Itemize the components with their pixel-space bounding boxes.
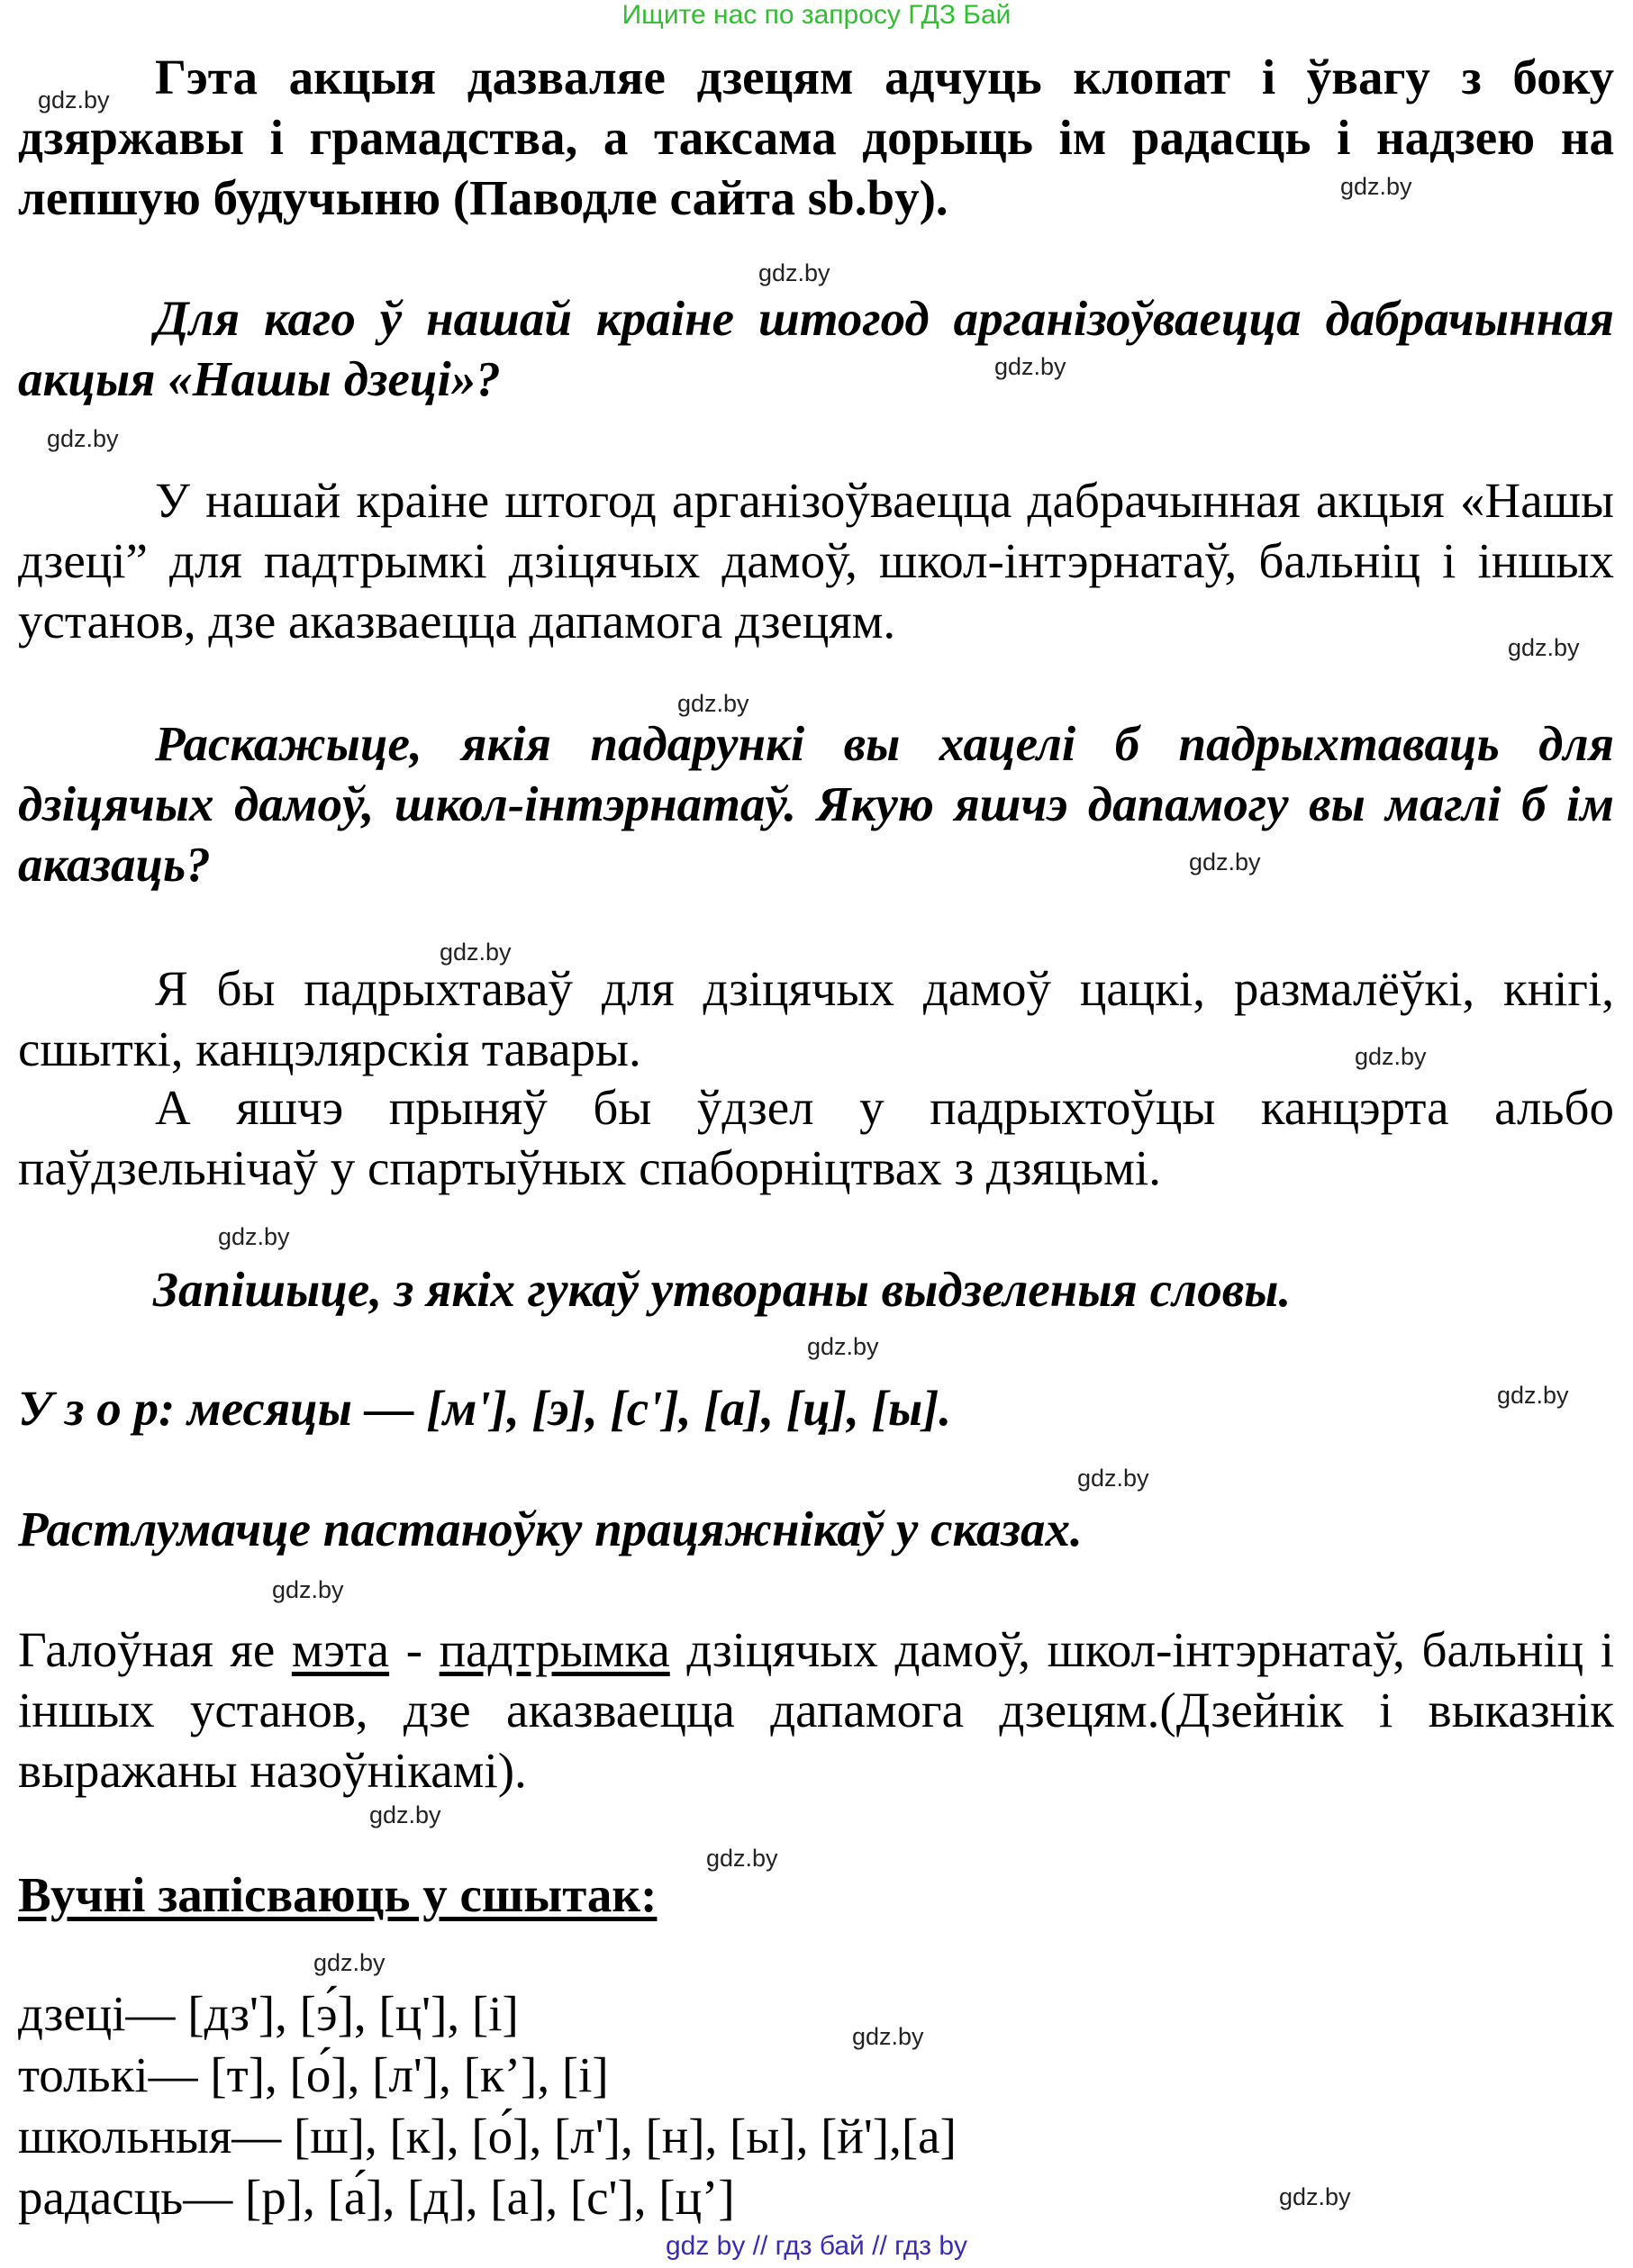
watermark: gdz.by bbox=[677, 690, 749, 717]
intro-paragraph: Гэта акцыя дазваляе дзецям адчуць клопат і ўвагу з боку дзяржавы і грамадства, а таксама дорыць ім радасць і надзею на лепшую будучыню (Паводле сайта sb.by). bbox=[18, 50, 1614, 225]
phonetic-line: толькі— [т], [о́], [л'], [к’], [і] bbox=[18, 2047, 609, 2102]
subject-word: мэта bbox=[291, 1622, 390, 1677]
watermark: gdz.by bbox=[272, 1576, 344, 1603]
phonetic-line: школьныя— [ш], [к], [о́], [л'], [н], [ы], [й'],[а] bbox=[18, 2109, 957, 2164]
predicate-word: падтрымка bbox=[439, 1622, 670, 1677]
answer-2a: Я бы падрыхтаваў для дзіцячых дамоў цацкі, размалёўкі, кнігі, сшыткі, канцэлярскія тавары. bbox=[18, 961, 1614, 1076]
watermark: gdz.by bbox=[1077, 1465, 1149, 1492]
watermark: gdz.by bbox=[1508, 634, 1580, 661]
sample-label: У з о р: bbox=[18, 1381, 176, 1436]
answer-1: У нашай краіне штогод арганізоўваецца дабрачынная акцыя «Нашы дзеці” для падтрымкі дзіцячых дамоў, школ-інтэрнатаў, бальніц і іншых установ, дзе аказваецца дапамога дзецям. bbox=[18, 473, 1614, 649]
watermark: gdz.by bbox=[994, 353, 1066, 380]
question-3: Запішыце, з якіх гукаў утвораны выдзеленыя словы. bbox=[153, 1262, 1292, 1317]
answer-4-rest: дзіцячых дамоў, школ-інтэрнатаў, бальніц і іншых установ, дзе аказваецца дапамога дзецям.(Дзейнік і выказнік выражаны назоўнікамі). bbox=[18, 1622, 1614, 1798]
watermark: gdz.by bbox=[1189, 848, 1261, 875]
watermark: gdz.by bbox=[1497, 1382, 1569, 1409]
watermark: gdz.by bbox=[1355, 1043, 1427, 1070]
question-4: Растлумачце пастаноўку працяжнікаў у сказах. bbox=[18, 1501, 1083, 1556]
watermark: gdz.by bbox=[706, 1845, 778, 1872]
watermark: gdz.by bbox=[807, 1333, 879, 1360]
answer-2b: А яшчэ прыняў бы ўдзел у падрыхтоўцы канцэрта альбо паўдзельнічаў у спартыўных спаборніцтвах з дзяцьмі. bbox=[18, 1080, 1614, 1195]
watermark: gdz.by bbox=[758, 259, 830, 286]
watermark: gdz.by bbox=[852, 2023, 924, 2050]
dash: - bbox=[405, 1622, 423, 1677]
question-1: Для каго ў нашай краіне штогод арганізоўваецца дабрачынная акцыя «Нашы дзеці»? bbox=[18, 291, 1614, 406]
watermark: gdz.by bbox=[440, 939, 512, 966]
watermark: gdz.by bbox=[369, 1801, 441, 1828]
footer-links[interactable]: gdz by // гдз бай // гдз by bbox=[665, 2231, 968, 2261]
watermark: gdz.by bbox=[313, 1949, 386, 1976]
watermark: gdz.by bbox=[218, 1223, 290, 1250]
watermark: gdz.by bbox=[38, 86, 110, 113]
watermark: gdz.by bbox=[1279, 2183, 1351, 2210]
sample-text: месяцы — [м'], [э], [с'], [а], [ц], [ы]. bbox=[187, 1381, 952, 1436]
answer-4 bbox=[18, 1619, 1614, 1801]
phonetic-line: дзеці— [дз'], [э́], [ц'], [і] bbox=[18, 1986, 519, 2041]
notebook-heading: Вучні запісваюць у сшытак: bbox=[18, 1867, 658, 1922]
phonetic-line: радасць— [р], [а́], [д], [а], [с'], [ц’] bbox=[18, 2170, 735, 2225]
watermark: gdz.by bbox=[1340, 173, 1412, 200]
answer-4-start: Галоўная яе bbox=[18, 1622, 276, 1677]
top-banner[interactable]: Ищите нас по запросу ГДЗ Бай bbox=[621, 0, 1012, 30]
sample-line bbox=[18, 1378, 951, 1438]
question-2: Раскажыце, якія падарункі вы хацелі б падрыхтаваць для дзіцячых дамоў, школ-інтэрнатаў. Якую яшчэ дапамогу вы маглі б ім аказаць? bbox=[18, 716, 1614, 892]
watermark: gdz.by bbox=[47, 425, 119, 452]
